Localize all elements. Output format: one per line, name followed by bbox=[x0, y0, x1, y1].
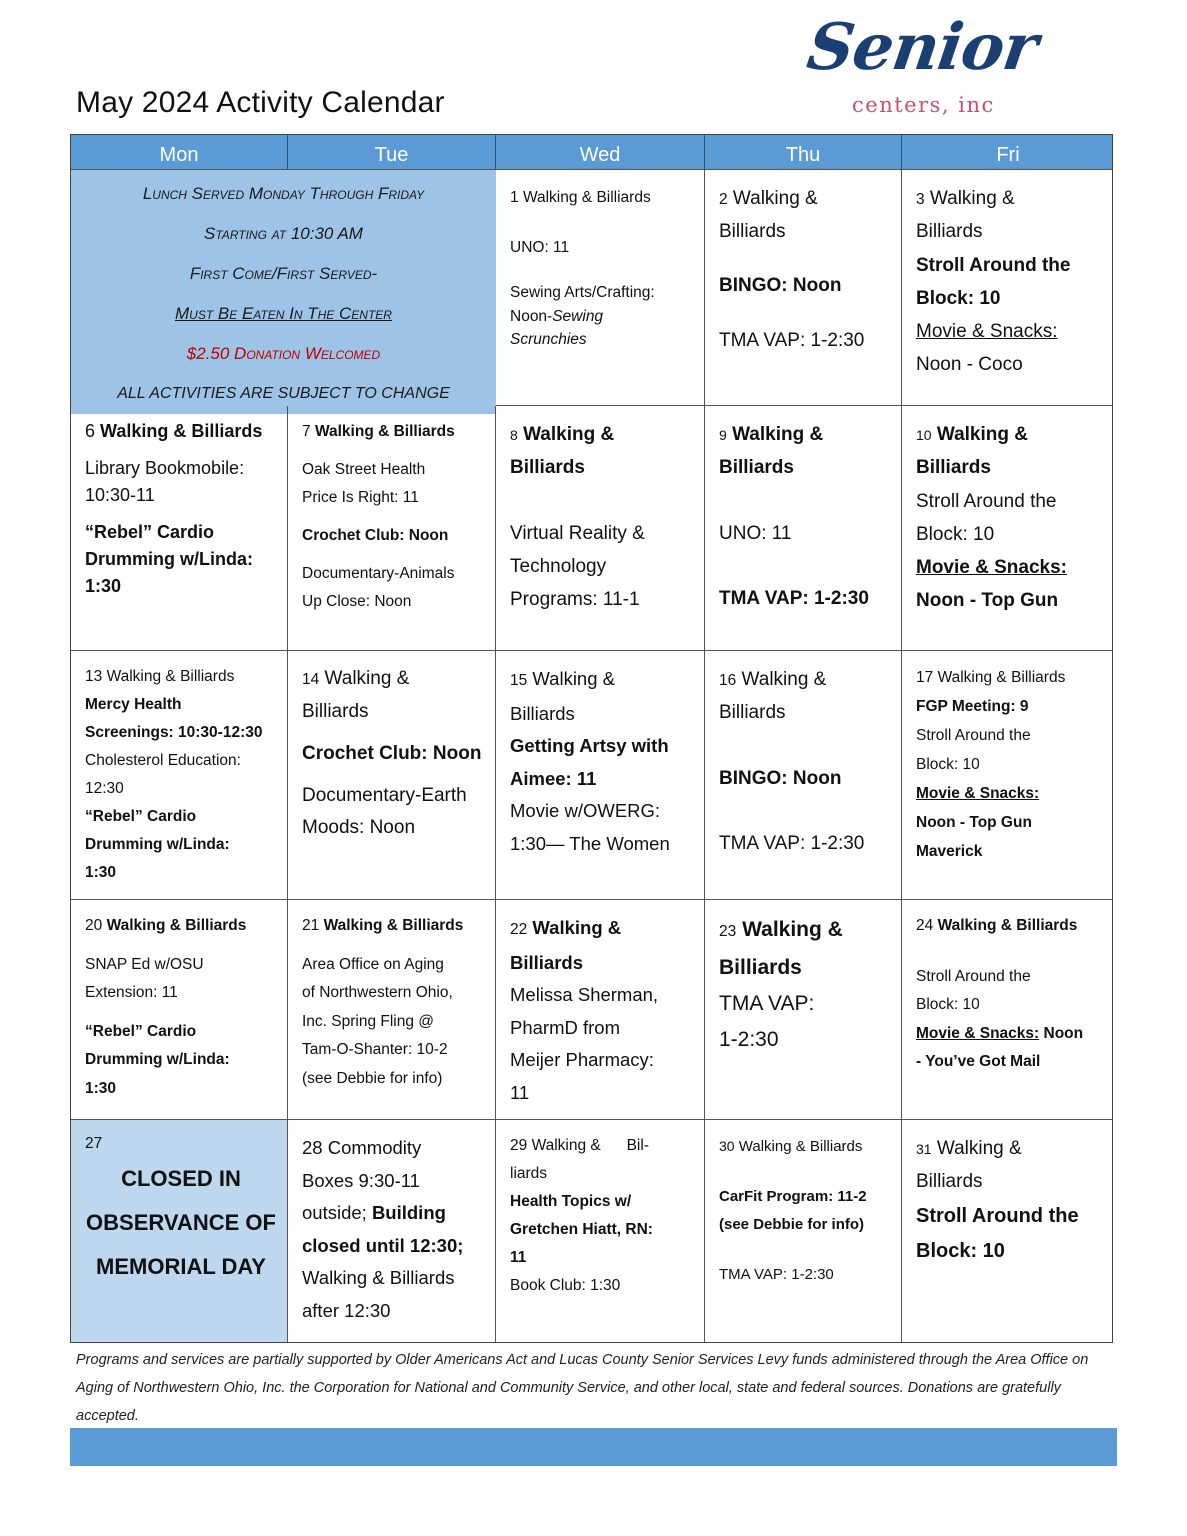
day-number: 28 bbox=[302, 1137, 323, 1158]
week-row-4 bbox=[71, 899, 1112, 1119]
day-number: 15 bbox=[510, 672, 528, 689]
header-tue: Tue bbox=[288, 135, 496, 175]
activity: Walking & Bil- bbox=[531, 1137, 649, 1154]
activity: Stroll Around the bbox=[916, 490, 1057, 512]
activity: TMA VAP: bbox=[719, 992, 815, 1015]
activity: liards bbox=[510, 1165, 548, 1182]
day-number: 8 bbox=[510, 427, 518, 443]
activity: Movie & Snacks: bbox=[916, 321, 1058, 342]
activity: BINGO: Noon bbox=[719, 274, 842, 296]
day-cell-28 bbox=[288, 1120, 496, 1342]
day-number: 9 bbox=[719, 427, 727, 443]
day-cell-24 bbox=[902, 900, 1114, 1119]
activity: Oak Street Health bbox=[302, 461, 426, 478]
activity: Noon - Top Gun bbox=[916, 590, 1059, 612]
activity: (see Debbie for info) bbox=[719, 1216, 865, 1233]
activity: Drumming w/Linda: bbox=[85, 549, 253, 569]
activity: Walking & Billiards bbox=[937, 917, 1078, 934]
notice-line: Lunch Served Monday Through Friday bbox=[142, 184, 425, 203]
activity: Billiards bbox=[719, 221, 786, 243]
activity: Billiards bbox=[719, 702, 786, 724]
day-cell-8 bbox=[496, 406, 705, 650]
header-thu: Thu bbox=[705, 135, 902, 175]
activity: Billiards bbox=[916, 221, 983, 243]
header-mon: Mon bbox=[71, 135, 288, 175]
activity: Technology bbox=[510, 555, 607, 577]
activity: Crochet Club: Noon bbox=[302, 527, 449, 544]
activity: Walking & bbox=[732, 188, 818, 209]
activity: Movie w/OWERG: bbox=[510, 800, 661, 821]
day-cell-20 bbox=[71, 900, 288, 1119]
activity: PharmD from bbox=[510, 1016, 620, 1038]
activity: Documentary-Earth bbox=[302, 785, 467, 806]
day-cell-31 bbox=[902, 1120, 1114, 1342]
activity: Inc. Spring Fling @ bbox=[302, 1012, 435, 1030]
activity: 1-2:30 bbox=[719, 1028, 779, 1051]
activity: TMA VAP: 1-2:30 bbox=[719, 1266, 834, 1283]
day-number: 17 bbox=[916, 669, 934, 686]
activity: Stroll Around the bbox=[916, 254, 1071, 276]
day-cell-29 bbox=[496, 1120, 705, 1342]
activity: TMA VAP: 1-2:30 bbox=[719, 329, 865, 351]
weekday-header-row bbox=[71, 135, 1112, 169]
activity: Meijer Pharmacy: bbox=[510, 1049, 654, 1070]
activity: - You’ve Got Mail bbox=[916, 1053, 1041, 1070]
day-number: 22 bbox=[510, 921, 528, 938]
day-number: 7 bbox=[302, 423, 311, 440]
day-cell-3 bbox=[902, 170, 1114, 414]
day-number: 20 bbox=[85, 917, 103, 934]
day-number: 3 bbox=[916, 191, 925, 208]
funding-footnote: Programs and services are partially supported by Older Americans Act and Lucas County Senior Services Levy funds administered through the Area Office on Aging of Northwestern Ohio, Inc. the Corporation for National and Community Service, and other local, state and federal sources. Donations are gratefully accepted. bbox=[76, 1352, 1089, 1424]
activity-detail: Sewing bbox=[552, 307, 604, 325]
activity: 1:30 bbox=[85, 1079, 117, 1097]
activity: Walking & Billiards bbox=[302, 1267, 455, 1288]
donation-notice: $2.50 Donation Welcomed bbox=[186, 344, 381, 363]
activity: 1:30 bbox=[85, 576, 122, 596]
activity: Library Bookmobile: bbox=[85, 458, 245, 478]
activity: Virtual Reality & bbox=[510, 522, 645, 544]
day-cell-27-closed bbox=[71, 1120, 288, 1342]
activity: Block: 10 bbox=[916, 523, 995, 545]
activity: Block: 10 bbox=[916, 287, 1001, 309]
day-number: 24 bbox=[916, 917, 934, 934]
activity: Walking & bbox=[936, 1138, 1022, 1159]
day-number: 16 bbox=[719, 672, 737, 689]
activity: Up Close: Noon bbox=[302, 593, 412, 610]
activity: 11 bbox=[510, 1249, 527, 1266]
activity: Movie & Snacks: bbox=[916, 1024, 1040, 1042]
activity: “Rebel” Cardio bbox=[85, 1022, 197, 1040]
activity: Area Office on Aging bbox=[302, 955, 444, 973]
day-number: 21 bbox=[302, 917, 320, 934]
day-number: 10 bbox=[916, 427, 932, 443]
activity: Documentary-Animals bbox=[302, 565, 455, 582]
activity: Walking & Billiards bbox=[106, 917, 247, 934]
senior-centers-logo bbox=[800, 10, 1050, 128]
activity: Walking & bbox=[742, 918, 843, 941]
activity: 1:30 bbox=[85, 864, 117, 881]
week-row-5 bbox=[71, 1119, 1112, 1342]
logo-subtitle: centers, inc bbox=[852, 93, 995, 117]
activity: 1:30— The Women bbox=[510, 832, 670, 854]
activity: Walking & Billiards bbox=[106, 668, 235, 685]
activity: Walking & Billiards bbox=[323, 917, 464, 934]
day-cell-13 bbox=[71, 651, 288, 899]
activity: Aimee: 11 bbox=[510, 767, 597, 789]
activity: SNAP Ed w/OSU bbox=[85, 955, 204, 973]
activity: Noon bbox=[1039, 1024, 1084, 1042]
day-cell-14 bbox=[288, 651, 496, 899]
closed-notice: OBSERVANCE OF bbox=[86, 1210, 276, 1236]
closed-notice: CLOSED IN bbox=[121, 1166, 241, 1192]
header-fri: Fri bbox=[996, 144, 1020, 166]
notice-line: First Come/First Served- bbox=[189, 264, 378, 283]
day-cell-17 bbox=[902, 651, 1114, 899]
activity: Drumming w/Linda: bbox=[85, 1051, 230, 1068]
activity: of Northwestern Ohio, bbox=[302, 984, 453, 1001]
day-cell-15 bbox=[496, 651, 705, 899]
activity: (see Debbie for info) bbox=[302, 1069, 443, 1087]
activity: Billiards bbox=[719, 956, 802, 979]
day-number: 27 bbox=[85, 1135, 103, 1152]
activity: Price Is Right: 11 bbox=[302, 489, 419, 506]
activity: CarFit Program: 11-2 bbox=[719, 1188, 867, 1205]
day-number: 29 bbox=[510, 1137, 528, 1154]
activity: Walking & bbox=[936, 424, 1028, 445]
week-row-2 bbox=[71, 405, 1112, 650]
day-number: 14 bbox=[302, 671, 320, 688]
activity: Sewing Arts/Crafting: bbox=[510, 284, 655, 302]
day-cell-7 bbox=[288, 406, 496, 650]
activity: Health Topics w/ bbox=[510, 1193, 632, 1210]
activity: 11 bbox=[510, 1081, 530, 1103]
day-cell-2 bbox=[705, 170, 902, 414]
activity: Gretchen Hiatt, RN: bbox=[510, 1221, 653, 1238]
activity: FGP Meeting: 9 bbox=[916, 698, 1029, 715]
activity: Extension: 11 bbox=[85, 984, 178, 1001]
activity: Commodity bbox=[327, 1137, 422, 1158]
activity: Walking & Billiards bbox=[100, 421, 263, 441]
activity: Movie & Snacks: bbox=[916, 557, 1067, 578]
activity: Billiards bbox=[916, 457, 991, 479]
activity: Cholesterol Education: bbox=[85, 752, 241, 769]
activity: Billiards bbox=[916, 1171, 983, 1193]
activity: Block: 10 bbox=[916, 756, 980, 773]
activity-detail: Scrunchies bbox=[510, 330, 587, 348]
day-cell-30 bbox=[705, 1120, 902, 1342]
change-notice: ALL ACTIVITIES ARE SUBJECT TO CHANGE bbox=[117, 385, 450, 402]
day-cell-23 bbox=[705, 900, 902, 1119]
day-number: 6 bbox=[85, 421, 96, 441]
activity: Maverick bbox=[916, 843, 983, 860]
day-cell-1 bbox=[496, 170, 705, 414]
activity: closed until 12:30; bbox=[302, 1234, 464, 1256]
activity: Billiards bbox=[719, 457, 794, 479]
activity: BINGO: Noon bbox=[719, 767, 842, 789]
activity: Billiards bbox=[510, 702, 575, 724]
activity: Moods: Noon bbox=[302, 817, 416, 838]
activity: Crochet Club: Noon bbox=[302, 743, 482, 764]
logo-script-text: Senior bbox=[802, 10, 1042, 85]
activity: Stroll Around the bbox=[916, 967, 1031, 985]
notice-line-underlined: Must Be Eaten In The Center bbox=[175, 304, 392, 323]
activity: Walking & bbox=[732, 424, 824, 445]
day-number: 1 bbox=[510, 189, 519, 206]
day-number: 31 bbox=[916, 1141, 932, 1157]
day-number: 30 bbox=[719, 1138, 735, 1154]
activity: Walking & Billiards bbox=[738, 1138, 863, 1155]
activity: Walking & Billiards bbox=[314, 423, 455, 440]
activity: 10:30-11 bbox=[85, 485, 155, 505]
activity: Noon- bbox=[510, 307, 553, 325]
activity: Walking & bbox=[324, 668, 410, 689]
activity: Walking & bbox=[929, 188, 1015, 209]
closed-notice: MEMORIAL DAY bbox=[96, 1254, 266, 1280]
notice-line: Starting at 10:30 AM bbox=[204, 224, 363, 243]
activity: UNO: 11 bbox=[510, 239, 570, 256]
activity: Walking & bbox=[532, 668, 615, 689]
lunch-notice bbox=[71, 170, 496, 414]
activity: Block: 10 bbox=[916, 996, 980, 1013]
activity: Movie & Snacks: bbox=[916, 785, 1040, 802]
day-cell-22 bbox=[496, 900, 705, 1119]
activity: Programs: 11-1 bbox=[510, 589, 640, 610]
activity: Billiards bbox=[302, 701, 369, 722]
activity: Billiards bbox=[510, 457, 585, 479]
day-number: 2 bbox=[719, 191, 728, 208]
activity: “Rebel” Cardio bbox=[85, 522, 215, 542]
day-number: 23 bbox=[719, 923, 737, 940]
activity: Building bbox=[371, 1202, 446, 1223]
day-cell-9 bbox=[705, 406, 902, 650]
week-row-3 bbox=[71, 650, 1112, 899]
activity: outside; bbox=[302, 1202, 372, 1223]
activity: UNO: 11 bbox=[719, 522, 792, 544]
activity: Walking & bbox=[532, 917, 622, 938]
day-cell-21 bbox=[288, 900, 496, 1119]
activity: Stroll Around the bbox=[916, 727, 1031, 744]
activity: TMA VAP: 1-2:30 bbox=[719, 587, 869, 609]
footer-bar bbox=[70, 1428, 1117, 1466]
week-row-1 bbox=[71, 169, 1112, 405]
activity: Stroll Around the bbox=[916, 1204, 1079, 1227]
activity: Noon - Coco bbox=[916, 354, 1023, 376]
day-number: 13 bbox=[85, 668, 103, 685]
activity: Tam-O-Shanter: 10-2 bbox=[302, 1041, 448, 1058]
activity: Book Club: 1:30 bbox=[510, 1277, 621, 1294]
activity: after 12:30 bbox=[302, 1299, 391, 1321]
page-title: May 2024 Activity Calendar bbox=[76, 86, 445, 119]
activity: Walking & bbox=[741, 669, 827, 690]
activity: 12:30 bbox=[85, 780, 124, 797]
activity: Boxes 9:30-11 bbox=[302, 1169, 420, 1191]
activity: Noon - Top Gun bbox=[916, 814, 1032, 831]
activity: Mercy Health bbox=[85, 696, 182, 713]
activity: Walking & Billiards bbox=[522, 189, 651, 206]
activity: Walking & Billiards bbox=[937, 669, 1066, 686]
activity: “Rebel” Cardio bbox=[85, 808, 197, 825]
activity: Melissa Sherman, bbox=[510, 984, 659, 1005]
day-cell-6 bbox=[71, 406, 288, 650]
activity: Walking & bbox=[523, 424, 615, 445]
calendar-table bbox=[70, 134, 1113, 1343]
activity: TMA VAP: 1-2:30 bbox=[719, 832, 865, 854]
activity: Block: 10 bbox=[916, 1239, 1005, 1262]
day-cell-10 bbox=[902, 406, 1114, 650]
activity: Getting Artsy with bbox=[510, 735, 669, 756]
header-wed: Wed bbox=[496, 135, 705, 175]
activity: Screenings: 10:30-12:30 bbox=[85, 724, 263, 741]
day-cell-16 bbox=[705, 651, 902, 899]
activity: Drumming w/Linda: bbox=[85, 836, 230, 853]
activity: Billiards bbox=[510, 951, 583, 973]
